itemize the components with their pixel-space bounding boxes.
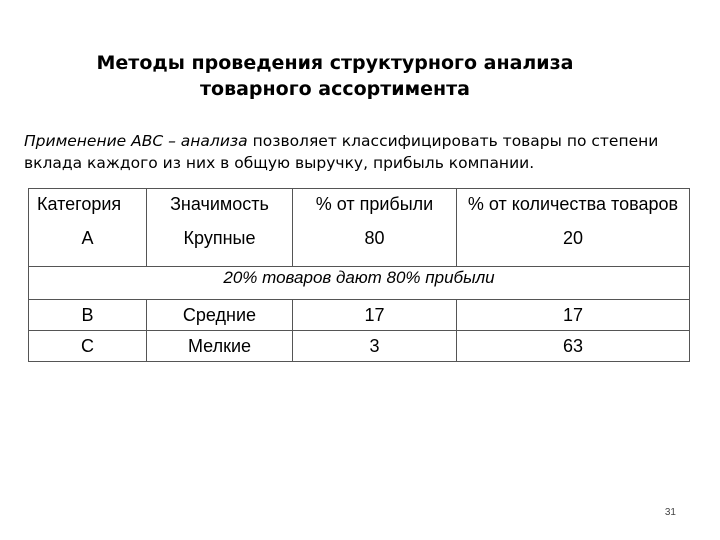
cell-significance: Мелкие bbox=[147, 331, 293, 362]
title-line-1: Методы проведения структурного анализа bbox=[96, 52, 574, 74]
header-category: Категория bbox=[29, 189, 147, 241]
title-line-2: товарного ассортимента bbox=[200, 78, 470, 100]
cell-quantity: 17 bbox=[457, 300, 690, 331]
cell-profit: 3 bbox=[293, 331, 457, 362]
cell-quantity: 20 bbox=[457, 228, 690, 255]
intro-text: позволяет классифицировать товары по степени вклада каждого из них в общую выручку, прибыль компании. bbox=[24, 132, 659, 172]
table-row bbox=[29, 300, 690, 331]
header-quantity-percent: % от количества товаров bbox=[457, 189, 690, 241]
cell-quantity: 63 bbox=[457, 331, 690, 362]
cell-category: С bbox=[29, 331, 147, 362]
intro-paragraph bbox=[24, 130, 704, 174]
abc-table bbox=[28, 188, 690, 362]
page-number: 31 bbox=[664, 507, 676, 518]
table-row bbox=[29, 331, 690, 362]
header-profit-percent: % от прибыли bbox=[293, 189, 457, 241]
cell-category: А bbox=[29, 228, 147, 255]
header-significance: Значимость bbox=[147, 189, 293, 241]
cell-profit: 80 bbox=[293, 228, 457, 255]
cell-significance: Средние bbox=[147, 300, 293, 331]
cell-significance: Крупные bbox=[147, 228, 293, 255]
cell-category: В bbox=[29, 300, 147, 331]
intro-emphasis: Применение АВС – анализа bbox=[24, 132, 248, 150]
table-note: 20% товаров дают 80% прибыли bbox=[29, 267, 690, 300]
slide-title bbox=[40, 50, 630, 102]
cell-profit: 17 bbox=[293, 300, 457, 331]
table-row bbox=[29, 240, 690, 267]
table-note-row bbox=[29, 267, 690, 300]
